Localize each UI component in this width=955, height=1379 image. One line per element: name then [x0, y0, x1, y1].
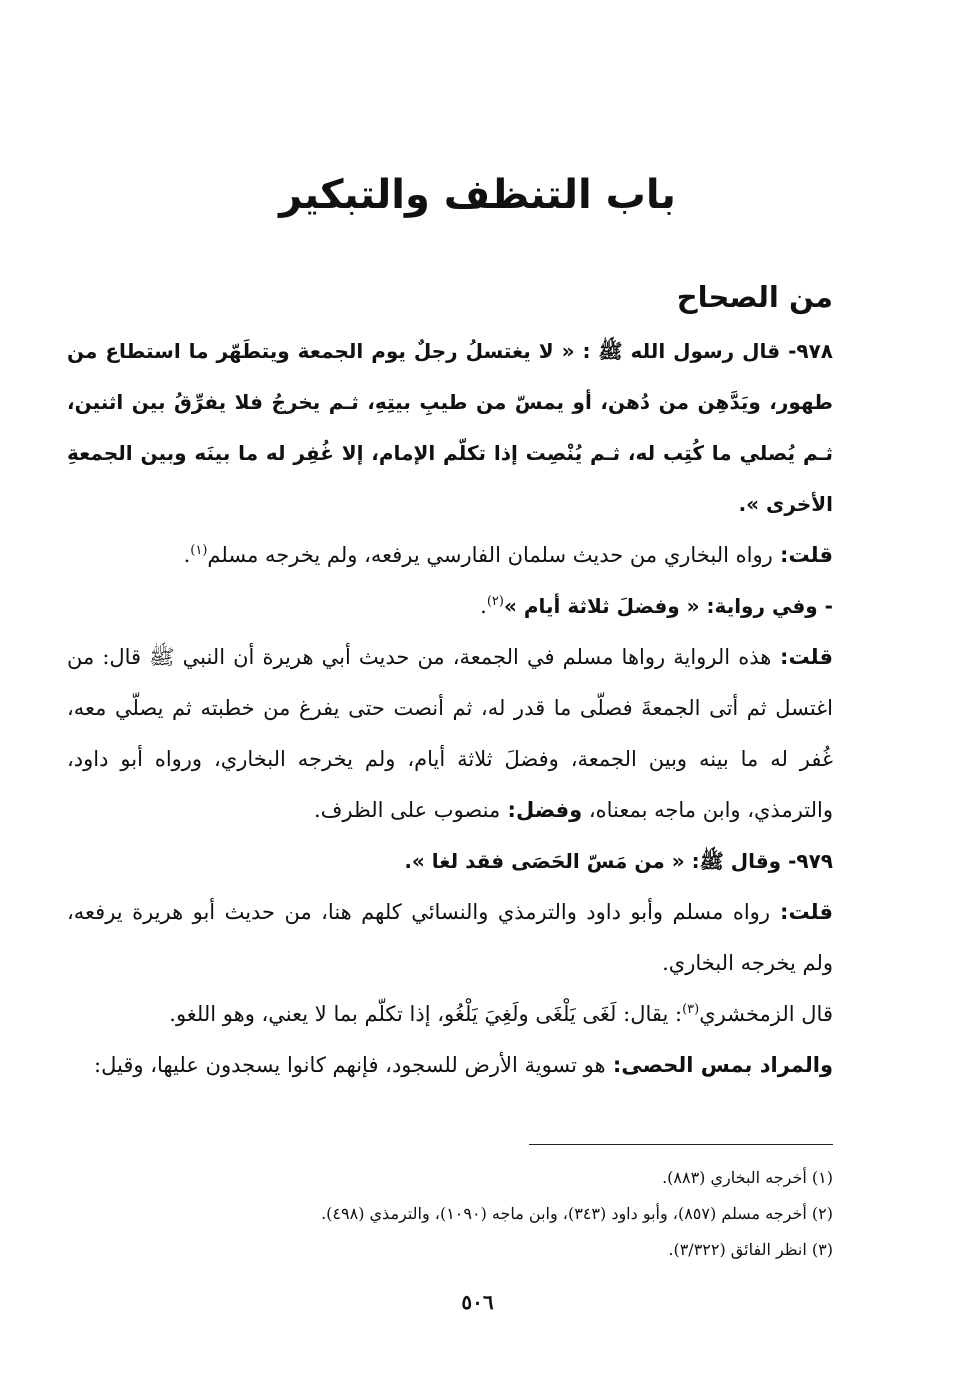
- footnotes: [67, 1160, 833, 1268]
- hadith-978-number: ٩٧٨-: [780, 339, 834, 363]
- zamakhshari-paragraph: [67, 989, 833, 1040]
- hadith-979-number: ٩٧٩-: [781, 849, 833, 873]
- comment-2-paragraph: [67, 632, 833, 836]
- footnote-2: (٢) أخرجه مسلم (٨٥٧)، وأبو داود (٣٤٣)، وابن ماجه (١٠٩٠)، والترمذي (٤٩٨).: [321, 1204, 833, 1223]
- hadith-978-intro: قال رسول الله ﷺ :: [574, 339, 781, 363]
- footnote-ref-3[interactable]: (٣): [682, 1002, 700, 1017]
- comment-3-label: قلت:: [769, 900, 833, 924]
- footnote-3: (٣) انظر الفائق (٣/٣٢٢).: [668, 1240, 833, 1259]
- comment-1-end: .: [183, 543, 191, 567]
- comment-1-label: قلت:: [772, 543, 833, 567]
- hadith-978-paragraph: [67, 326, 833, 530]
- comment-2-label: قلت:: [771, 645, 833, 669]
- section-heading: من الصحاح: [676, 280, 833, 314]
- body-text: [67, 326, 833, 1091]
- riwayah-paragraph: [67, 581, 833, 632]
- comment-3-paragraph: [67, 887, 833, 989]
- riwayah-text: - وفي رواية: « وفضلَ ثلاثة أيام »: [503, 594, 833, 618]
- footnote-divider: [529, 1144, 833, 1145]
- footnote-ref-2[interactable]: (٢): [486, 594, 504, 609]
- zamakhshari-text: قال الزمخشري: [699, 1002, 833, 1026]
- hadith-978-text: « لا يغتسلُ رجلٌ يوم الجمعة ويتطَهّر ما استطاع من طهور، ويَدَّهِن من دُهن، أو يمسّ من طيبِ بيتِهِ، ثـم يخرجُ فلا يفرِّقُ بين اثنين، ثـم يُصلي ما كُتِب له، ثـم يُنْصِت إذا تكلّم الإمام، إلا غُفِر له ما بينَه وبين الجمعةِ الأخرى ».: [67, 339, 833, 516]
- meaning-paragraph: [67, 1040, 833, 1091]
- chapter-title: باب التنظف والتبكير: [279, 172, 676, 218]
- meaning-label: والمراد بمس الحصى:: [605, 1053, 833, 1077]
- riwayah-end: .: [480, 594, 487, 618]
- page-number: ٥٠٦: [461, 1290, 494, 1314]
- zamakhshari-text-end: : يقال: لَغَى يَلْغَى ولَغِيَ يَلْغُو، إذا تكلّم بما لا يعني، وهو اللغو.: [169, 1002, 683, 1026]
- hadith-979-paragraph: [67, 836, 833, 887]
- comment-1-text: رواه البخاري من حديث سلمان الفارسي يرفعه، ولم يخرجه مسلم: [207, 543, 773, 567]
- meaning-text: هو تسوية الأرض للسجود، فإنهم كانوا يسجدون عليها، وقيل:: [94, 1053, 606, 1077]
- comment-2-text-end: منصوب على الظرف.: [313, 798, 501, 822]
- comment-3-text: رواه مسلم وأبو داود والترمذي والنسائي كلهم هنا، من حديث أبو هريرة يرفعه، ولم يخرجه البخاري.: [67, 900, 833, 975]
- footnote-ref-1[interactable]: (١): [190, 543, 208, 558]
- hadith-979-text: وقال ﷺ: « من مَسّ الحَصَى فقد لغا ».: [404, 849, 782, 873]
- comment-1-paragraph: [67, 530, 833, 581]
- comment-2-text: هذه الرواية رواها مسلم في الجمعة، من حديث أبي هريرة أن النبي ﷺ قال: من اغتسل ثم أتى الجمعةَ فصلّى ما قدر له، ثم أنصت حتى يفرغ من خطبته ثم يصلّي معه، غُفر له ما بينه وبين الجمعة، وفضلَ ثلاثة أيام، ولم يخرجه البخاري، ورواه أبو داود، والترمذي، وابن ماجه بمعناه،: [67, 645, 833, 822]
- comment-2-bold-word: وفضل:: [500, 798, 583, 822]
- footnote-1: (١) أخرجه البخاري (٨٨٣).: [662, 1168, 833, 1187]
